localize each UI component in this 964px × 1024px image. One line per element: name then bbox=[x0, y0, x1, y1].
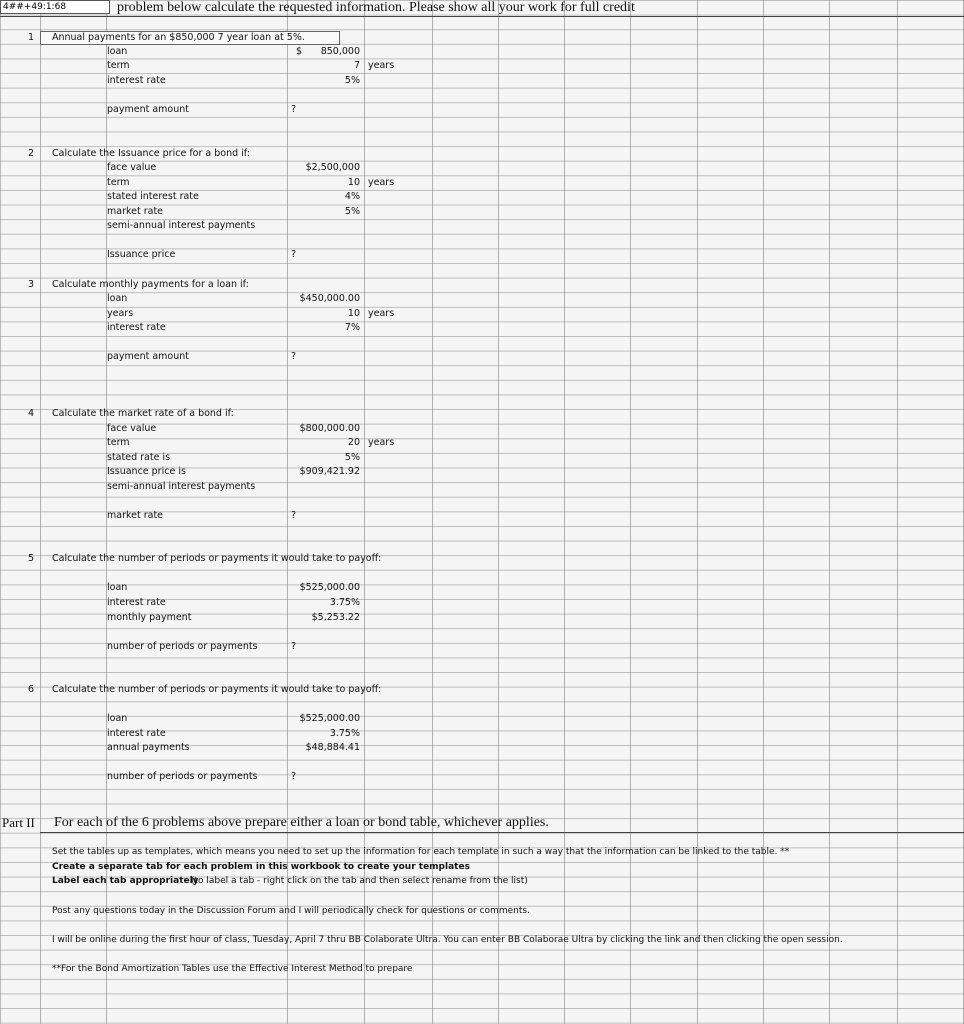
cell-reference-box[interactable]: 4##+49:1:68 bbox=[0, 0, 110, 14]
row-value[interactable]: $800,000.00 bbox=[299, 423, 360, 434]
problem-prompt: Annual payments for an $850,000 7 year loan at 5%. bbox=[52, 32, 305, 43]
answer-cell[interactable]: ? bbox=[291, 351, 297, 362]
row-label: semi-annual interest payments bbox=[107, 220, 256, 231]
column-divider bbox=[564, 0, 565, 1024]
row-label: stated rate is bbox=[107, 452, 171, 463]
problem-number: 4 bbox=[27, 408, 34, 419]
row-label: term bbox=[107, 437, 130, 448]
row-label: Issuance price is bbox=[107, 466, 186, 477]
row-value[interactable]: 10 bbox=[347, 308, 360, 319]
row-value[interactable]: $5,253.22 bbox=[311, 612, 360, 623]
answer-cell[interactable]: ? bbox=[291, 771, 297, 782]
row-label: term bbox=[107, 177, 130, 188]
row-value[interactable]: 10 bbox=[347, 177, 360, 188]
answer-label: market rate bbox=[107, 510, 164, 521]
answer-label: Issuance price bbox=[107, 249, 176, 260]
part2-note: Create a separate tab for each problem in this workbook to create your templates bbox=[52, 862, 470, 872]
column-divider bbox=[697, 0, 698, 1024]
row-value[interactable]: 3.75% bbox=[329, 728, 360, 739]
problem-prompt: Calculate the Issuance price for a bond if: bbox=[52, 148, 250, 159]
column-divider bbox=[498, 0, 499, 1024]
row-unit: years bbox=[368, 60, 395, 71]
row-value[interactable]: $2,500,000 bbox=[305, 162, 360, 173]
row-value[interactable]: 7 bbox=[353, 60, 360, 71]
row-label: interest rate bbox=[107, 322, 166, 333]
row-unit: years bbox=[368, 437, 395, 448]
answer-cell[interactable]: ? bbox=[291, 641, 297, 652]
problem-number: 5 bbox=[27, 553, 34, 564]
row-label: face value bbox=[107, 162, 157, 173]
row-label: loan bbox=[107, 46, 128, 57]
row-label: face value bbox=[107, 423, 157, 434]
row-value[interactable]: 5% bbox=[344, 206, 360, 217]
row-label: stated interest rate bbox=[107, 191, 199, 202]
row-value[interactable]: $909,421.92 bbox=[299, 466, 360, 477]
page-title: problem below calculate the requested information. Please show all your work for full credit bbox=[117, 0, 635, 15]
part2-note: Post any questions today in the Discussion Forum and I will periodically check for questions or comments. bbox=[52, 906, 530, 916]
row-label: semi-annual interest payments bbox=[107, 481, 256, 492]
problem-number: 6 bbox=[27, 684, 34, 695]
answer-label: number of periods or payments bbox=[107, 771, 258, 782]
part2-note: (to label a tab - right click on the tab and then select rename from the list) bbox=[191, 876, 528, 886]
answer-cell[interactable]: ? bbox=[291, 104, 297, 115]
answer-label: payment amount bbox=[107, 104, 189, 115]
row-value[interactable]: 20 bbox=[347, 437, 360, 448]
row-value[interactable]: $450,000.00 bbox=[299, 293, 360, 304]
answer-label: payment amount bbox=[107, 351, 189, 362]
problem-number: 3 bbox=[27, 279, 34, 290]
row-label: interest rate bbox=[107, 597, 166, 608]
row-label: term bbox=[107, 60, 130, 71]
row-value[interactable]: 5% bbox=[344, 452, 360, 463]
row-value[interactable]: $48,884.41 bbox=[305, 742, 360, 753]
row-label: annual payments bbox=[107, 742, 190, 753]
row-label: interest rate bbox=[107, 728, 166, 739]
part2-label: Part II bbox=[2, 815, 35, 830]
row-label: years bbox=[107, 308, 134, 319]
problem-number: 1 bbox=[27, 32, 34, 43]
problem-prompt: Calculate monthly payments for a loan if: bbox=[52, 279, 249, 290]
row-value[interactable]: 5% bbox=[344, 75, 360, 86]
part2-note: Label each tab appropriately bbox=[52, 876, 199, 886]
row-label: loan bbox=[107, 582, 128, 593]
part2-note: Set the tables up as templates, which means you need to set up the information for each template in such a way that the information can be linked to the table. ** bbox=[52, 847, 790, 857]
row-value[interactable]: 7% bbox=[344, 322, 360, 333]
row-value[interactable]: 3.75% bbox=[329, 597, 360, 608]
row-value[interactable]: 850,000 bbox=[320, 46, 360, 57]
column-divider bbox=[829, 0, 830, 1024]
problem-number: 2 bbox=[27, 148, 34, 159]
answer-cell[interactable]: ? bbox=[291, 249, 297, 260]
currency-symbol: $ bbox=[296, 46, 303, 57]
column-divider bbox=[897, 0, 898, 1024]
problem-prompt: Calculate the number of periods or payments it would take to payoff: bbox=[52, 553, 382, 564]
answer-cell[interactable]: ? bbox=[291, 510, 297, 521]
row-label: loan bbox=[107, 713, 128, 724]
part2-divider bbox=[40, 832, 964, 833]
row-label: market rate bbox=[107, 206, 164, 217]
row-label: monthly payment bbox=[107, 612, 192, 623]
column-divider bbox=[763, 0, 764, 1024]
row-value[interactable]: $525,000.00 bbox=[299, 582, 360, 593]
row-value[interactable]: $525,000.00 bbox=[299, 713, 360, 724]
part2-note: I will be online during the first hour of class, Tuesday, April 7 thru BB Colaborate Ultra. You can enter BB Colaborae Ultra by clicking the link and then clicking the open session. bbox=[52, 935, 843, 945]
row-unit: years bbox=[368, 308, 395, 319]
column-divider bbox=[630, 0, 631, 1024]
problem-prompt: Calculate the market rate of a bond if: bbox=[52, 408, 234, 419]
column-divider bbox=[40, 0, 41, 1024]
row-value[interactable]: 4% bbox=[344, 191, 360, 202]
answer-label: number of periods or payments bbox=[107, 641, 258, 652]
row-label: interest rate bbox=[107, 75, 166, 86]
problem-prompt: Calculate the number of periods or payments it would take to payoff: bbox=[52, 684, 382, 695]
header-divider bbox=[0, 16, 964, 17]
row-unit: years bbox=[368, 177, 395, 188]
part2-note: **For the Bond Amortization Tables use the Effective Interest Method to prepare bbox=[52, 964, 413, 974]
part2-heading: For each of the 6 problems above prepare either a loan or bond table, whichever applies. bbox=[54, 815, 549, 830]
row-label: loan bbox=[107, 293, 128, 304]
